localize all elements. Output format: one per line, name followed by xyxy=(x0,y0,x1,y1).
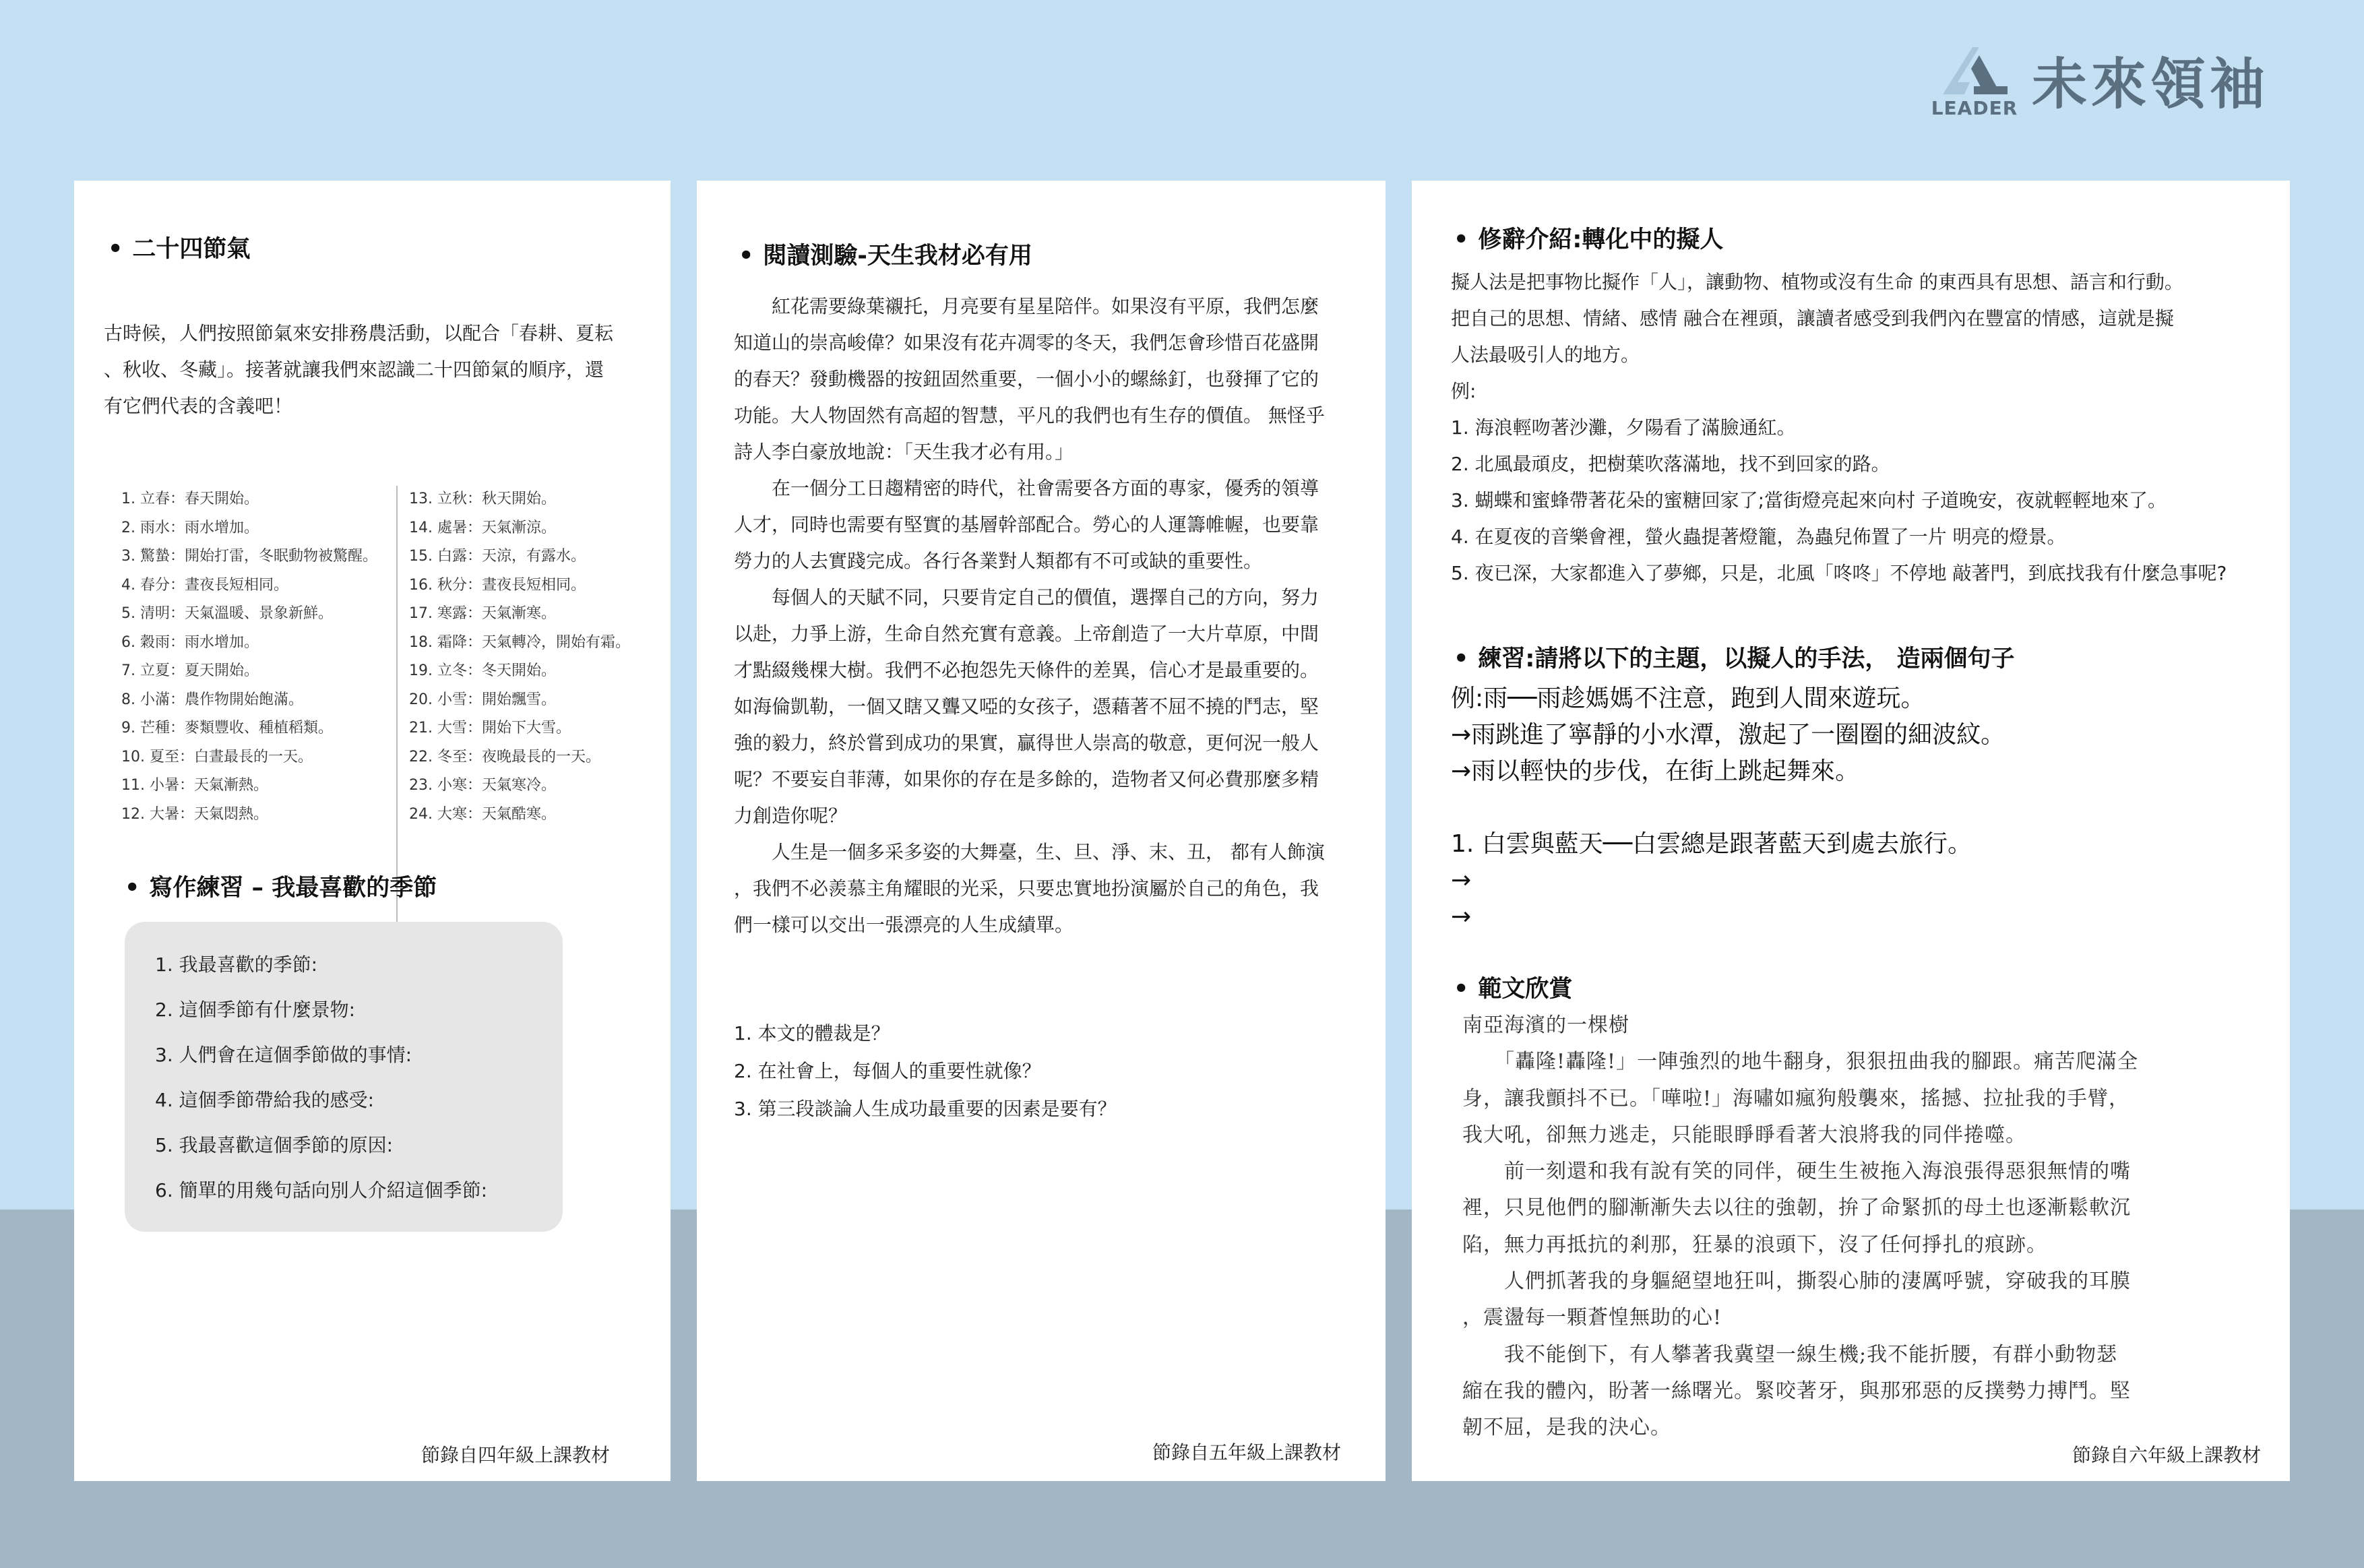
rhetoric-intro: 擬人法是把事物比擬作「人」，讓動物、植物或沒有生命 的東西具有思想、語言和行動。 把自己的思想、情緒、感情 融合在裡頭，讓讀者感受到我們內在豐富的情感，這就是擬 人法最吸引人的地方。 例: xyxy=(1451,271,2183,402)
solar-terms-intro: 古時候，人們按照節氣來安排務農活動，以配合「春耕、夏耘 、秋收、冬藏」。接著就讓我們來認識二十四節氣的順序，還 有它們代表的含義吧！ xyxy=(104,322,614,417)
logo-subtitle: LEADER xyxy=(1931,97,2018,119)
panel-footer: 節錄自四年級上課教材 xyxy=(421,1444,611,1466)
question-item: 3. 第三段談論人生成功最重要的因素是要有？ xyxy=(734,1098,1117,1120)
practice-lines: 例:雨──雨趁媽媽不注意，跑到人間來遊玩。 →雨跳進了寧靜的小水潭，激起了一圈圈的細波紋。 →雨以輕快的步伐，在街上跳起舞來。 1. 白雲與藍天──白雲總是跟著藍天到處去旅行。 → → xyxy=(1451,685,2005,931)
writing-prompts-box xyxy=(125,922,563,1232)
reading-passage: 紅花需要綠葉襯托，月亮要有星星陪伴。如果沒有平原，我們怎麼 知道山的崇高峻偉？如果沒有花卉凋零的冬天，我們怎會珍惜百花盛開 的春天？發動機器的按鈕固然重要，一個小小的螺絲釘，也發揮了它的 功能。大人物固然有高超的智慧，平凡的我們也有生存的價值。 無怪乎 詩人李白豪放地說：「天生我才必有用。」 在一個分工日趨精密的時代，社會需要各方面的專家，優秀的領導 人才，同時也需要有堅實的基層幹部配合。勞心的人運籌帷幄，也要靠 勞力的人去實踐完成。各行各業對人類都有不可或缺的重要性。 每個人的天賦不同，只要肯定自己的價值，選擇自己的方向，努力 以赴，力爭上游，生命自然充實有意義。上帝創造了一大片草原，中間 才點綴幾棵大樹。我們不必抱怨先天條件的差異，信心才是最重要的。 如海倫凱勒，一個又瞎又聾又啞的女孩子，憑藉著不屈不撓的鬥志，堅 強的毅力，終於嘗到成功的果實，贏得世人崇高的敬意，更何況一般人 呢？不要妄自菲薄，如果你的存在是多餘的，造物者又何必費那麼多精 力創造你呢？ 人生是一個多采多姿的大舞臺，生、旦、淨、末、丑， 都有人飾演 ，我們不必羨慕主角耀眼的光采，只要忠實地扮演屬於自己的角色，我 們一樣可以交出一張漂亮的人生成績單。 xyxy=(734,295,1325,936)
panel-grade6 xyxy=(1412,181,2290,1481)
brand-name: 未來領袖 xyxy=(2032,53,2270,117)
panel-grade5 xyxy=(697,181,1386,1481)
sample-essay-heading: • 範文欣賞 xyxy=(1454,976,1573,1003)
solar-terms-list-left: 1. 立春：春天開始。 2. 雨水：雨水增加。 3. 驚蟄：開始打雷，冬眠動物被驚醒。 4. 春分：晝夜長短相同。 5. 清明：天氣溫暖、景象新鮮。 6. 穀雨：雨水增加。 7. 立夏：夏天開始。 8. 小滿：農作物開始飽滿。 9. 芒種：麥類豐收、種植稻類。 10. 夏至：白晝最長的一天。 11. 小暑：天氣漸熱。 12. 大暑：天氣悶熱。 xyxy=(121,491,377,823)
panel-grade4 xyxy=(74,181,671,1481)
panel-footer: 節錄自六年級上課教材 xyxy=(2072,1444,2262,1466)
writing-practice-heading: • 寫作練習 – 我最喜歡的季節 xyxy=(125,875,437,902)
solar-terms-list-right: 13. 立秋：秋天開始。 14. 處暑：天氣漸涼。 15. 白露：天涼，有露水。 16. 秋分：晝夜長短相同。 17. 寒露：天氣漸寒。 18. 霜降：天氣轉冷，開始有霜。 19. 立冬：冬天開始。 20. 小雪：開始飄雪。 21. 大雪：開始下大雪。 22. 冬至：夜晚最長的一天。 23. 小寒：天氣寒冷。 24. 大寒：天氣酷寒。 xyxy=(409,491,630,823)
writing-prompt: 4. 這個季節帶給我的感受: xyxy=(155,1089,375,1111)
writing-prompt: 5. 我最喜歡這個季節的原因: xyxy=(155,1134,394,1156)
question-item: 1. 本文的體裁是？ xyxy=(734,1022,890,1044)
sample-essay-text: 南亞海濱的一棵樹 「轟隆!轟隆!」一陣強烈的地牛翻身，狠狠扭曲我的腳跟。痛苦爬滿全 身，讓我顫抖不已。「嘩啦!」海嘯如瘋狗般襲來，搖撼、拉扯我的手臂， 我大吼，卻無力逃走，只能眼睜睜看著大浪將我的同伴捲噬。 前一刻還和我有說有笑的同伴，硬生生被拖入海浪張得惡狠無情的嘴 裡，只見他們的腳漸漸失去以往的強韌，拚了命緊抓的母土也逐漸鬆軟沉 陷，無力再抵抗的剎那，狂暴的浪頭下，沒了任何掙扎的痕跡。 人們抓著我的身軀絕望地狂叫，撕裂心肺的淒厲呼號，穿破我的耳膜 ，震盪每一顆蒼惶無助的心! 我不能倒下，有人攀著我冀望一線生機;我不能折腰，有群小動物瑟 縮在我的體內，盼著一絲曙光。緊咬著牙，與那邪惡的反撲勢力搏鬥。堅 韌不屈，是我的決心。 xyxy=(1462,1013,2139,1440)
panel-footer: 節錄自五年級上課教材 xyxy=(1152,1441,1342,1464)
rhetoric-examples: 1. 海浪輕吻著沙灘，夕陽看了滿臉通紅。 2. 北風最頑皮，把樹葉吹落滿地，找不到回家的路。 3. 蝴蝶和蜜蜂帶著花朵的蜜糖回家了;當街燈亮起來向村 子道晚安，夜就輕輕地來了。 4. 在夏夜的音樂會裡，螢火蟲提著燈籠，為蟲兒佈置了一片 明亮的燈景。 5. 夜已深，大家都進入了夢鄉，只是，北風「咚咚」不停地 敲著門，到底找我有什麼急事呢? xyxy=(1451,416,2227,584)
writing-prompt: 2. 這個季節有什麼景物: xyxy=(155,999,356,1021)
rhetoric-heading: • 修辭介紹:轉化中的擬人 xyxy=(1454,226,1724,253)
reading-test-heading: • 閱讀測驗-天生我材必有用 xyxy=(739,243,1032,270)
reading-questions xyxy=(734,1015,1117,1128)
brand-logo xyxy=(1931,42,2284,123)
writing-prompt: 3. 人們會在這個季節做的事情: xyxy=(155,1044,412,1066)
writing-prompt: 1. 我最喜歡的季節: xyxy=(155,953,318,976)
writing-prompt: 6. 簡單的用幾句話向別人介紹這個季節: xyxy=(155,1179,488,1201)
question-item: 2. 在社會上，每個人的重要性就像？ xyxy=(734,1060,1041,1082)
solar-terms-heading: • 二十四節氣 xyxy=(108,236,251,263)
practice-heading: • 練習:請將以下的主題，以擬人的手法， 造兩個句子 xyxy=(1454,646,2015,672)
